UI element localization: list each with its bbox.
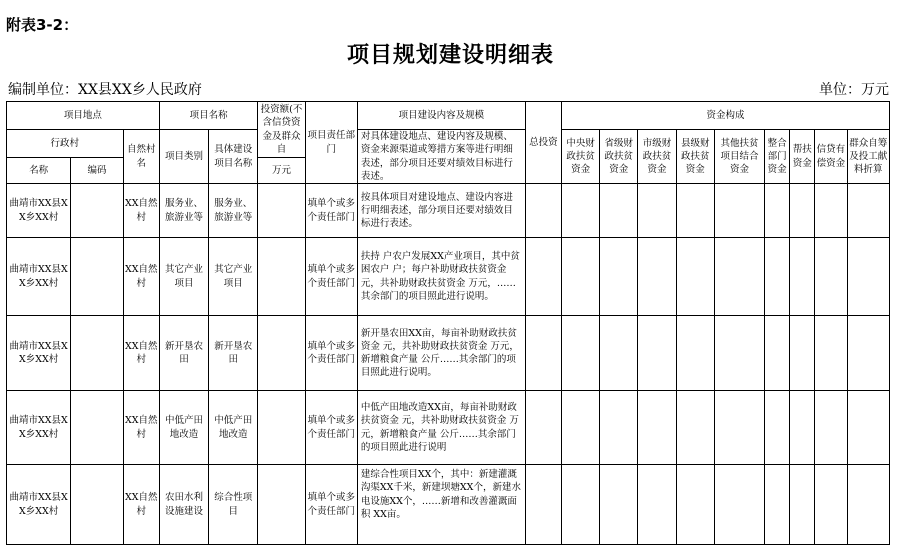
row-specific: 综合性项目: [209, 465, 258, 545]
header-content: 项目建设内容及规模: [357, 102, 525, 130]
fund-col-city: 市级财政扶贫资金: [638, 130, 676, 184]
fund-col-central: 中央财政扶贫资金: [562, 130, 600, 184]
row-location: 曲靖市XX县XX乡XX村: [7, 238, 71, 316]
row-category: 服务业、旅游业等: [159, 184, 208, 238]
row-responsible: 填单个或多个责任部门: [305, 465, 357, 545]
row-responsible: 填单个或多个责任部门: [305, 238, 357, 316]
header-specific-project: 具体建设项目名称: [209, 130, 258, 184]
table-row: [7, 184, 890, 238]
table-row: [7, 391, 890, 465]
row-category: 中低产田地改造: [159, 391, 208, 465]
header-admin-village: 行政村: [7, 130, 124, 158]
row-specific: 服务业、旅游业等: [209, 184, 258, 238]
row-investment: [258, 465, 305, 545]
row-responsible: 填单个或多个责任部门: [305, 316, 357, 391]
row-code: [71, 391, 123, 465]
row-natural-village: XX自然村: [123, 391, 159, 465]
table-row: [7, 316, 890, 391]
currency-unit: 单位：万元: [819, 82, 889, 98]
row-responsible: 填单个或多个责任部门: [305, 184, 357, 238]
fund-col-integrated: 整合部门资金: [765, 130, 790, 184]
row-location: 曲靖市XX县XX乡XX村: [7, 391, 71, 465]
row-total: [525, 238, 561, 316]
project-table: [6, 101, 890, 545]
compiler-unit: 编制单位：XX县XX乡人民政府: [8, 82, 202, 98]
header-name: 名称: [7, 158, 71, 184]
row-location: 曲靖市XX县XX乡XX村: [7, 184, 71, 238]
row-responsible: 填单个或多个责任部门: [305, 391, 357, 465]
row-investment: [258, 391, 305, 465]
row-investment: [258, 238, 305, 316]
row-specific: 中低产田地改造: [209, 391, 258, 465]
page-title: 项目规划建设明细表: [346, 43, 554, 68]
row-investment: [258, 316, 305, 391]
fund-col-self-raised: 群众自筹及投工献料折算: [847, 130, 890, 184]
row-content: 新开垦农田XX亩，每亩补助财政扶贫资金 元，共补助财政扶贫资金 万元，新增粮食产量 公斤……其余部门的项目照此进行说明。: [357, 316, 525, 391]
row-content: 建综合性项目XX个，其中：新建灌溉沟渠XX千米，新建坝塘XX个，新建水电设施XX个，……新增和改善灌溉面积 XX亩。: [357, 465, 525, 545]
row-natural-village: XX自然村: [123, 238, 159, 316]
header-project-name: 项目名称: [159, 102, 258, 130]
row-code: [71, 238, 123, 316]
row-category: 新开垦农田: [159, 316, 208, 391]
row-location: 曲靖市XX县XX乡XX村: [7, 316, 71, 391]
header-location: 项目地点: [7, 102, 160, 130]
row-natural-village: XX自然村: [123, 316, 159, 391]
header-investment: 投资额(不含信贷资金及群众自: [258, 102, 305, 158]
row-investment: [258, 184, 305, 238]
row-specific: 其它产业项目: [209, 238, 258, 316]
header-natural-village: 自然村名: [123, 130, 159, 184]
fund-col-assistance: 帮扶资金: [790, 130, 815, 184]
row-code: [71, 184, 123, 238]
attachment-label: 附表3-2：: [6, 16, 79, 34]
row-total: [525, 465, 561, 545]
header-investment-unit: 万元: [258, 158, 305, 184]
fund-col-province: 省级财政扶贫资金: [600, 130, 638, 184]
header-project-category: 项目类别: [159, 130, 208, 184]
row-category: 其它产业项目: [159, 238, 208, 316]
table-row: [7, 465, 890, 545]
row-location: 曲靖市XX县XX乡XX村: [7, 465, 71, 545]
row-code: [71, 316, 123, 391]
row-content: 中低产田地改造XX亩，每亩补助财政扶贫资金 元，共补助财政扶贫资金 万元，新增粮食产量 公斤……其余部门的项目照此进行说明: [357, 391, 525, 465]
header-content-desc: 对具体建设地点、建设内容及规模、资金来源渠道或筹措方案等进行明细表述，部分项目还要对绩效目标进行表述。: [357, 130, 525, 184]
row-total: [525, 391, 561, 465]
row-total: [525, 316, 561, 391]
row-code: [71, 465, 123, 545]
row-natural-village: XX自然村: [123, 184, 159, 238]
header-code: 编码: [71, 158, 123, 184]
header-responsible: 项目责任部门: [305, 102, 357, 184]
row-total: [525, 184, 561, 238]
row-specific: 新开垦农田: [209, 316, 258, 391]
header-fund-structure: 资金构成: [562, 102, 890, 130]
row-natural-village: XX自然村: [123, 465, 159, 545]
row-category: 农田水利设施建设: [159, 465, 208, 545]
fund-col-other: 其他扶贫项目结合资金: [714, 130, 764, 184]
fund-col-county: 县级财政扶贫资金: [676, 130, 714, 184]
fund-col-credit: 信贷有偿资金: [815, 130, 847, 184]
header-total: 总投资: [525, 102, 561, 184]
table-row: [7, 238, 890, 316]
row-content: 扶持 户农户发展XX产业项目，其中贫困农户 户；每户补助财政扶贫资金 元，共补助财政扶贫资金 万元，……其余部门的项目照此进行说明。: [357, 238, 525, 316]
row-content: 按具体项目对建设地点、建设内容进行明细表述，部分项目还要对绩效目标进行表述。: [357, 184, 525, 238]
